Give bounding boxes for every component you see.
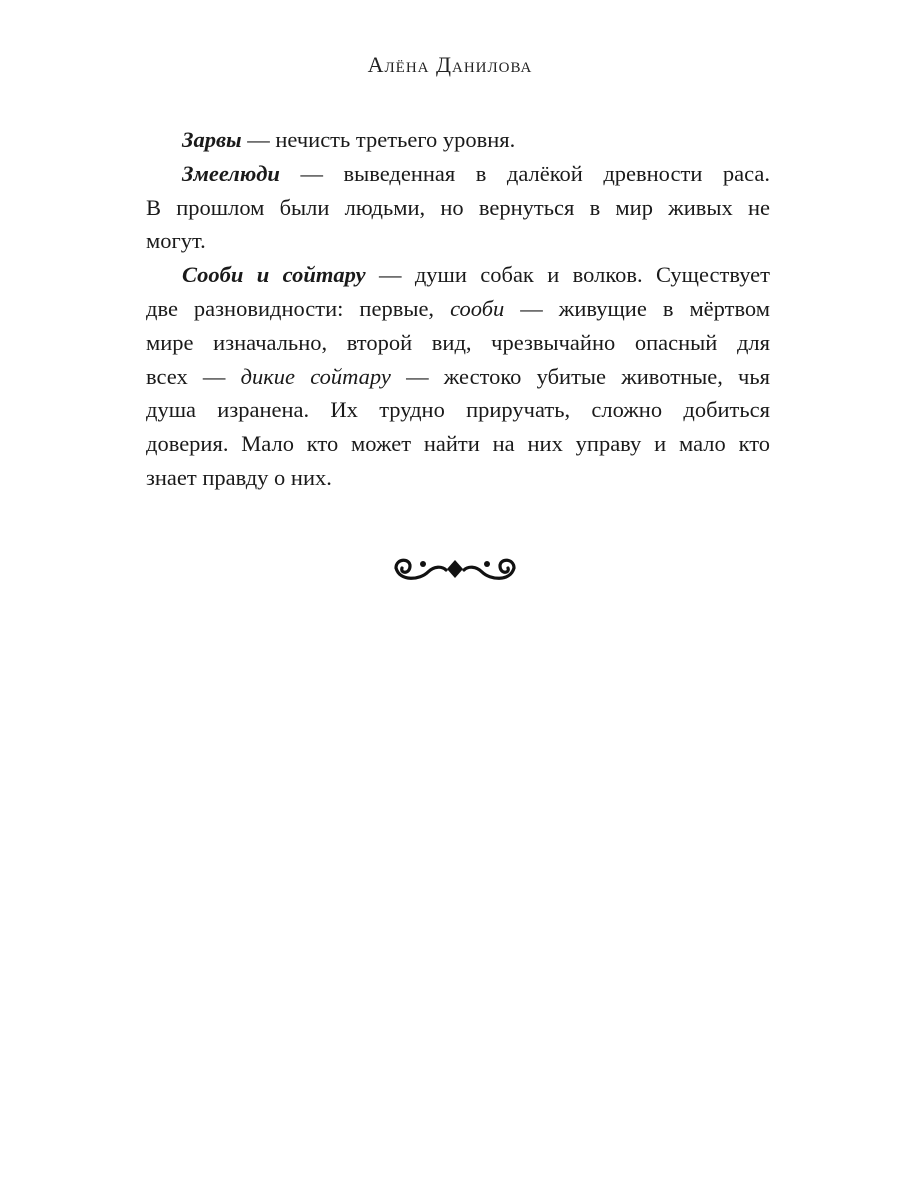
- text-line: В прошлом были людьми, но вернуться в мир живых не: [146, 194, 770, 220]
- text-line: мире изначально, второй вид, чрезвычайно опасный для: [146, 329, 770, 355]
- text-line: [146, 292, 770, 326]
- definition-text: — выведенная в далёкой древности раса.: [279, 160, 770, 186]
- definition-text: — живущие в мёртвом: [504, 295, 770, 321]
- glossary-term: Сооби и сойтару: [182, 262, 366, 288]
- text-line: доверия. Мало кто может найти на них управу и мало кто: [146, 431, 770, 457]
- text-line: душа изранена. Их трудно приручать, сложно добиться: [146, 397, 770, 423]
- definition-text: — нечисть третьего уровня.: [241, 127, 516, 152]
- body-text: [146, 123, 770, 495]
- definition-text: — души собак и волков. Существует: [365, 262, 770, 288]
- text-line: [146, 360, 770, 394]
- definition-text: две разновидности: первые,: [146, 295, 451, 321]
- section-divider-ornament-icon: [390, 552, 520, 588]
- italic-term: сооби: [450, 295, 505, 321]
- glossary-term: Змеелюди: [182, 160, 280, 186]
- text-line: [146, 157, 770, 191]
- definition-text: — жестоко убитые животные, чья: [390, 363, 770, 389]
- definition-text: всех —: [146, 363, 241, 389]
- italic-term: дикие сойтару: [240, 363, 391, 389]
- text-line: могут.: [146, 228, 206, 254]
- text-line: [146, 123, 770, 157]
- running-header-author: Алёна Данилова: [367, 52, 533, 77]
- text-line: знает правду о них.: [146, 464, 332, 490]
- text-line: [146, 258, 770, 292]
- glossary-term: Зарвы: [182, 127, 242, 152]
